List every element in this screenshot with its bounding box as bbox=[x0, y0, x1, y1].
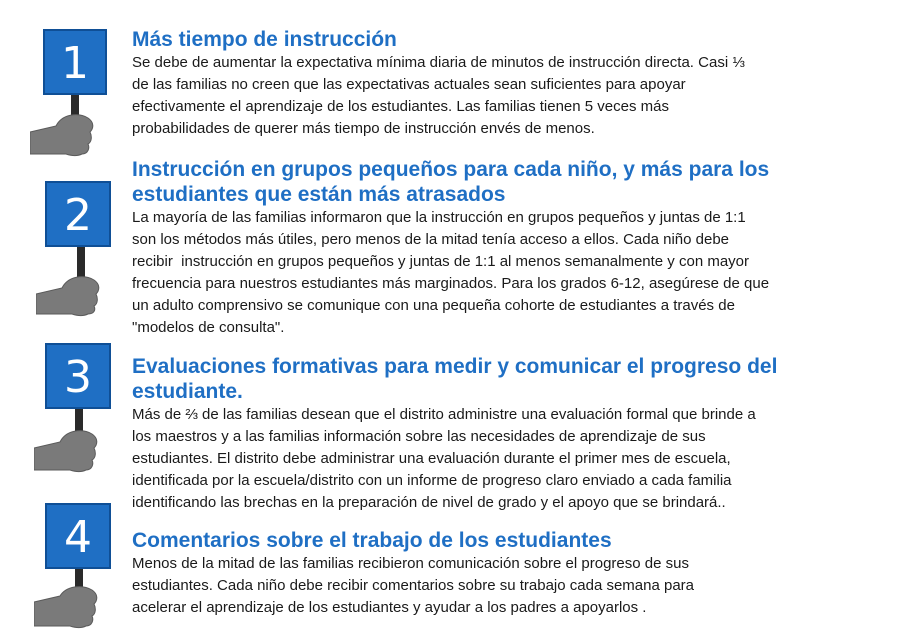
item-body: Más de ⅔ de las familias desean que el distrito administre una evaluación formal que brinde a los maestros y a las familias información sobre las necesidades de aprendizaje de sus estudiantes. El distrito debe administrar una evaluación durante el primer mes de escuela, identificada por la escuela/distrito con un informe de progreso claro enviado a cada familia identificando las brechas en la preparación de nivel de grado y el apoyo que se brindará.. bbox=[132, 406, 756, 511]
item-heading: Comentarios sobre el trabajo de los estudiantes bbox=[132, 529, 612, 552]
priority-item-3 bbox=[0, 340, 900, 511]
item-heading: Más tiempo de instrucción bbox=[132, 28, 397, 51]
hand-icon bbox=[36, 277, 99, 316]
item-heading: Evaluaciones formativas para medir y comunicar el progreso del estudiante. bbox=[132, 355, 778, 403]
item-body: Se debe de aumentar la expectativa mínima diaria de minutos de instrucción directa. Casi ⅓ de las familias no creen que las expectativas actuales sean suficientes para apoyar efectivamente el aprendizaje de los estudiantes. Las familias tienen 5 veces más probabilidades de querer más tiempo de instrucción envés de menos. bbox=[132, 54, 745, 137]
item-body: La mayoría de las familias informaron que la instrucción en grupos pequeños y juntas de 1:1 son los métodos más útiles, pero menos de la mitad tenía acceso a ellos. Cada niño debe recibir instrucción en grupos pequeños y juntas de 1:1 al menos semanalmente y con mayor frecuencia para nuestros estudiantes más marginados. Para los grados 6-12, asegúrese de que un adulto comprensivo se comunique con una pequeña cohorte de estudiantes a través de "modelos de consulta". bbox=[132, 209, 770, 336]
sign-number: 3 bbox=[64, 352, 92, 403]
sign-number: 2 bbox=[64, 190, 92, 241]
hand-icon bbox=[34, 431, 97, 472]
sign-number: 4 bbox=[64, 512, 92, 563]
priority-item-4 bbox=[0, 502, 900, 636]
hand-icon bbox=[34, 587, 97, 628]
priority-item-2 bbox=[0, 150, 900, 340]
priority-item-1 bbox=[0, 0, 900, 150]
sign-number: 1 bbox=[61, 38, 89, 89]
item-body: Menos de la mitad de las familias recibieron comunicación sobre el progreso de sus estudiantes. Cada niño debe recibir comentarios sobre su trabajo cada semana para acelerar el aprendizaje de los estudiantes y ayudar a los padres a apoyarlos . bbox=[132, 555, 695, 616]
numbered-sign-icon bbox=[30, 28, 130, 168]
numbered-sign-icon bbox=[34, 502, 134, 642]
numbered-sign-icon bbox=[34, 342, 134, 482]
item-heading: Instrucción en grupos pequeños para cada niño, y más para los estudiantes que están más atrasados bbox=[132, 158, 770, 206]
numbered-sign-icon bbox=[36, 180, 136, 320]
